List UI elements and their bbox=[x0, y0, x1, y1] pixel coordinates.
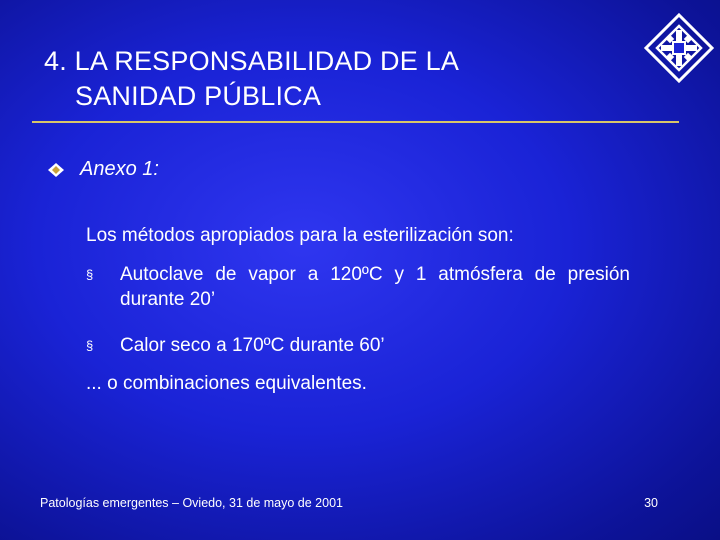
title-divider bbox=[32, 121, 679, 123]
list-item-text: Autoclave de vapor a 120ºC y 1 atmósfera de presión durante 20’ bbox=[120, 264, 630, 310]
list-bullet: § bbox=[86, 267, 94, 282]
title-line-2: SANIDAD PÚBLICA bbox=[75, 81, 322, 111]
intro-text: Los métodos apropiados para la esterilización son: bbox=[86, 225, 514, 246]
closing-text: ... o combinaciones equivalentes. bbox=[86, 373, 367, 394]
diamond-bullet-icon bbox=[46, 162, 66, 178]
diamond-cross-emblem-icon bbox=[643, 12, 715, 84]
list-item bbox=[86, 333, 630, 358]
list-item bbox=[86, 262, 630, 312]
section-heading bbox=[46, 158, 159, 181]
list-item-text: Calor seco a 170ºC durante 60’ bbox=[120, 335, 385, 356]
list-bullet: § bbox=[86, 338, 94, 353]
section-label: Anexo 1: bbox=[80, 158, 159, 180]
slide-title bbox=[44, 44, 604, 114]
title-line-1: 4. LA RESPONSABILIDAD DE LA bbox=[44, 46, 460, 76]
footer-text: Patologías emergentes – Oviedo, 31 de mayo de 2001 bbox=[40, 496, 343, 510]
page-number: 30 bbox=[644, 496, 658, 510]
